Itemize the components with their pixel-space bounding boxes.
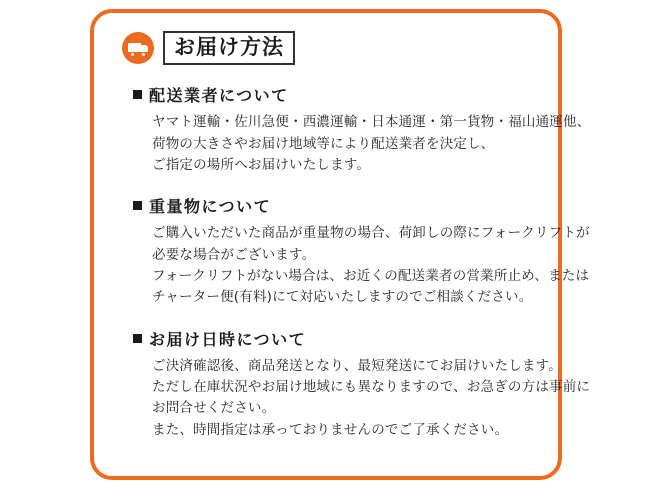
body-line: ご購入いただいた商品が重量物の場合、荷卸しの際にフォークリフトが xyxy=(152,225,590,242)
section-title: 配送業者について xyxy=(149,86,289,106)
body-line: ご指定の場所へお届けいたします。 xyxy=(152,156,371,173)
page-title: お届け方法 xyxy=(163,31,295,65)
body-line: フォークリフトがない場合は、お近くの配送業者の営業所止め、または xyxy=(152,267,590,284)
card-header xyxy=(122,31,532,65)
body-line: また、時間指定は承っておりませんのでご了承ください。 xyxy=(152,421,509,438)
section-body xyxy=(152,223,590,308)
section-heading-row xyxy=(133,194,532,217)
body-line: 必要な場合がございます。 xyxy=(152,246,316,263)
body-line: ご決済確認後、商品発送となり、最短発送にてお届けいたします。 xyxy=(152,357,562,374)
square-bullet-icon xyxy=(133,201,142,210)
section-delivery-datetime xyxy=(120,327,591,441)
section-body xyxy=(152,112,591,176)
body-line: 荷物の大きさやお届け地域等により配送業者を決定し、 xyxy=(152,135,495,152)
section-title: お届け日時について xyxy=(149,329,307,349)
square-bullet-icon xyxy=(133,334,142,343)
section-title: 重量物について xyxy=(149,197,272,217)
body-line: ヤマト運輸・佐川急便・西濃運輸・日本通運・第一貨物・福山通運他、 xyxy=(152,114,591,131)
square-bullet-icon xyxy=(133,90,142,99)
truck-cab-shape xyxy=(140,45,148,52)
delivery-info-card xyxy=(90,9,591,480)
body-line: ただし在庫状況やお届け地域にも異なりますので、お急ぎの方は事前に xyxy=(152,378,591,395)
card-content xyxy=(94,13,591,476)
delivery-truck-icon xyxy=(122,32,154,64)
section-heading-row xyxy=(133,83,532,106)
truck-wheel-front-shape xyxy=(141,52,146,57)
section-shipping-carrier xyxy=(120,83,591,176)
body-line: お問合せください。 xyxy=(152,400,276,417)
section-heading-row xyxy=(133,327,532,350)
body-line: チャーター便(有料)にて対応いたしますのでご相談ください。 xyxy=(152,289,533,306)
section-body xyxy=(152,356,591,441)
truck-wheel-rear-shape xyxy=(130,52,135,57)
section-heavy-items xyxy=(120,194,590,308)
